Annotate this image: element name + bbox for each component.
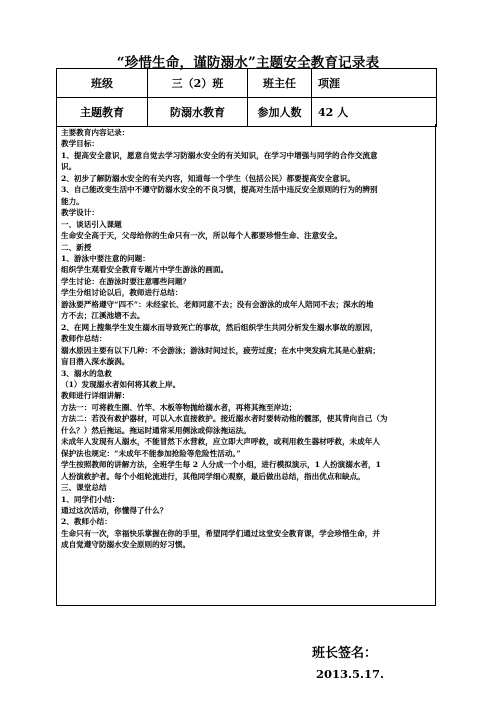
record-content — [56, 124, 436, 606]
record-line: 2、初步了解防溺水安全的有关内容，知道每一个学生（包括公民）都要提高安全意识。 — [61, 173, 355, 183]
record-line: 识。 — [61, 162, 77, 172]
record-line: 能力。 — [61, 196, 84, 206]
record-line: 教学目标： — [61, 139, 99, 149]
signature-label: 班长签名： — [312, 646, 378, 661]
class-label: 班级 — [57, 69, 148, 98]
record-line: 溺水原因主要有以下几种：不会游泳；游泳时间过长，疲劳过度；在水中突发病尤其是心脏病； — [61, 345, 380, 355]
teacher-value: 项涯 — [312, 69, 437, 98]
record-line: 通过这次活动，你懂得了什么？ — [61, 505, 168, 515]
info-row-class — [57, 69, 437, 98]
info-row-theme — [57, 98, 437, 127]
record-line: 教师作总结： — [61, 334, 107, 344]
record-line: 生命安全高于天，父母给你的生命只有一次，所以每个人都要珍惜生命、注意安全。 — [61, 231, 342, 241]
record-line: 组织学生观看安全教育专题片中学生游泳的画面。 — [61, 265, 229, 275]
signature-date: 2013.5.17. — [316, 667, 385, 681]
record-line: 二、新授 — [61, 242, 92, 252]
record-line: 方法二：若没有救护器材，可以入水直接救护。接近溺水者时要转动他的髋部，使其背向自己（为 — [61, 414, 388, 424]
record-line: 1、游泳中要注意的问题： — [61, 253, 150, 263]
record-line: 三、课堂总结 — [61, 483, 107, 493]
record-line: 2、教师小结： — [61, 517, 112, 527]
class-value: 三（2）班 — [148, 69, 248, 98]
record-line: （1）发现溺水者如何将其救上岸。 — [61, 379, 181, 389]
theme-label: 主题教育 — [57, 98, 148, 127]
record-line: 什么？）然后拖运。拖运时通常采用侧泳或仰泳拖运法。 — [61, 425, 251, 435]
record-line: 1、提高安全意识，愿意自觉去学习防溺水安全的有关知识，在学习中增强与同学的合作交流意 — [61, 150, 378, 160]
record-line: 游泳要严格遵守“四不”：未经家长、老师同意不去；没有会游泳的成年人陪同不去；深水的地 — [61, 299, 374, 309]
record-line: 学生按照教师的讲解方法，全班学生每 2 人分成一个小组，进行模拟演示，1 人扮演溺水者，1 — [61, 460, 381, 470]
record-line: 教学设计： — [61, 208, 99, 218]
record-line: 方法一：可将救生圈、竹竿、木板等物抛给溺水者，再将其拖至岸边； — [61, 402, 297, 412]
record-line: 学生讨论：在游泳时要注意哪些问题？ — [61, 276, 191, 286]
record-line: 2、在网上搜集学生发生溺水而导致死亡的事故，然后组织学生共同分析发生溺水事故的原因， — [61, 322, 378, 332]
record-line: 盲目潜入深水漩涡。 — [61, 357, 130, 367]
count-value: 42 人 — [312, 98, 437, 127]
record-line: 成自觉遵守防溺水安全原则的好习惯。 — [61, 540, 191, 550]
record-line: 主要教育内容记录： — [61, 128, 130, 137]
record-line: 1、同学们小结： — [61, 494, 120, 504]
document-title: “珍惜生命，谨防溺水”主题安全教育记录表 — [116, 55, 380, 71]
record-line: 生命只有一次，幸福快乐掌握在你的手里，希望同学们通过这堂安全教育课，学会珍惜生命，并 — [61, 528, 380, 538]
count-label: 参加人数 — [248, 98, 312, 127]
record-line: 学生分组讨论以后，教师进行总结： — [61, 288, 183, 298]
record-line: 3、自己能改变生活中不遵守防溺水安全的不良习惯，提高对生活中违反安全原则的行为的辨别 — [61, 185, 378, 195]
info-table — [56, 68, 437, 127]
record-line: 教师进行详细讲解： — [61, 391, 130, 401]
theme-value: 防溺水教育 — [148, 98, 248, 127]
record-line: 方不去；江溪池塘不去。 — [61, 311, 145, 321]
teacher-label: 班主任 — [248, 69, 312, 98]
record-line: 一、谈话引入课题 — [61, 219, 122, 229]
record-line: 3、溺水的急救 — [61, 368, 112, 378]
record-line: 未成年人发现有人溺水，不能冒然下水营救，应立即大声呼救，或利用救生器材呼救，未成年人 — [61, 437, 380, 447]
record-line: 人扮演救护者。每个小组轮流进行，其他同学细心观察，最后做出总结，指出优点和缺点。 — [61, 471, 365, 481]
record-line: 保护法也规定：“未成年不能参加抢险等危险性活动。” — [61, 448, 241, 458]
